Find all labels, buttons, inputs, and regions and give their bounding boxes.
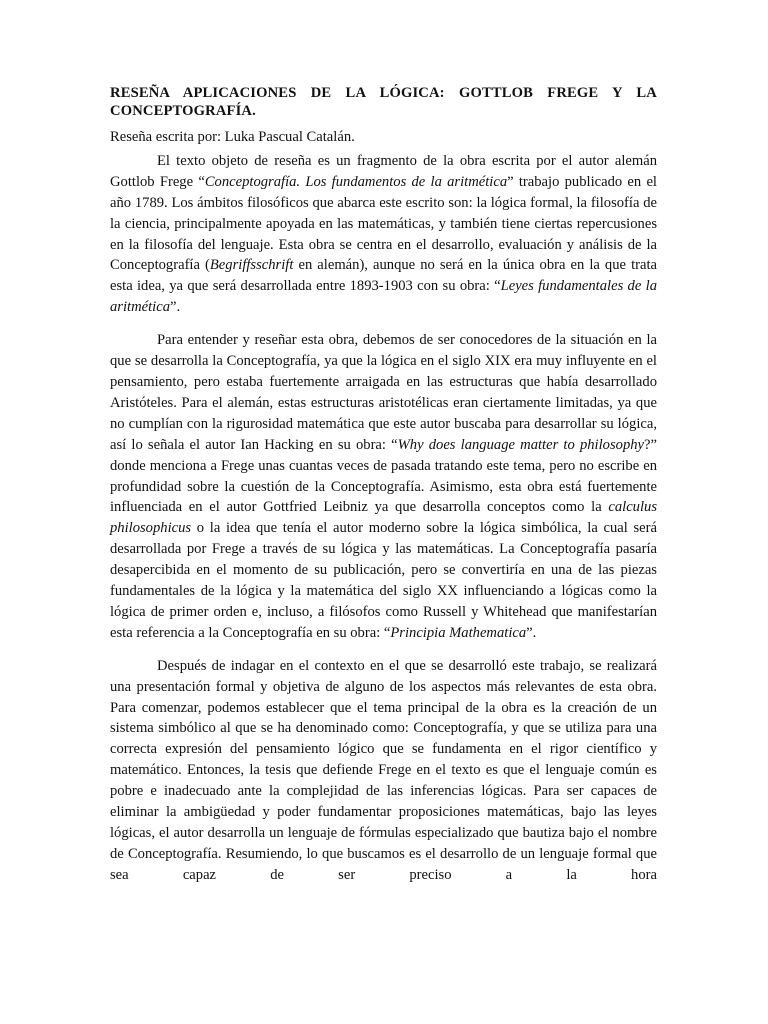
paragraph-1-italic-2: Begriffsschrift	[209, 257, 294, 274]
paragraph-1-text-2: ” trabajo publicado en el año 1789. Los ámbitos filosóficos que abarca este escrito son: la lógica formal, la filosofía de la ciencia, principalmente apoyada en las matemáticas, y también tiene ciertas repercusiones en la filosofía del lenguaje. Esta obra se centra en el desarrollo, evaluación y análisis de la Conceptografía (	[110, 173, 657, 274]
paragraph-1-text-3: en alemán), aunque no será en la única obra en la que trata esta idea, ya que será desarrollada entre 1893-1903 con su obra: “	[110, 257, 657, 295]
paragraph-2-italic-2: calculus philosophicus	[110, 499, 657, 537]
paragraph-2-text-4: ”.	[526, 624, 537, 641]
paragraph-1-text-4: ”.	[170, 299, 181, 316]
paragraph-1	[110, 151, 657, 318]
paragraph-1-italic-3: Leyes fundamentales de la aritmética	[110, 278, 657, 316]
paragraph-1-italic-1: Conceptografía. Los fundamentos de la aritmética	[204, 173, 508, 190]
document-title: RESEÑA APLICACIONES DE LA LÓGICA: GOTTLOB FREGE Y LA CONCEPTOGRAFÍA.	[110, 85, 657, 119]
paragraph-2-text-2: ?” donde menciona a Frege unas cuantas veces de pasada tratando este tema, pero no escribe en profundidad sobre la cuestión de la Conceptografía. Asimismo, esta obra está fuertemente influenciada en el autor Gottfried Leibniz ya que desarrolla conceptos como la	[110, 436, 657, 516]
document-page	[110, 84, 657, 886]
paragraph-2-text-3: o la idea que tenía el autor moderno sobre la lógica simbólica, la cual será desarrollada por Frege a través de su lógica y las matemáticas. La Conceptografía pasaría desapercibida en el momento de su publicación, pero se convertiría en una de las piezas fundamentales de la lógica y la matemática del siglo XX influenciando a lógicas como la lógica de primer orden e, incluso, a filósofos como Russell y Whitehead que manifestarían esta referencia a la Conceptografía en su obra: “	[110, 520, 657, 641]
paragraph-2-italic-1: Why does language matter to philosophy	[397, 436, 645, 453]
paragraph-1-text-1: El texto objeto de reseña es un fragmento de la obra escrita por el autor alemán Gottlob Frege “	[110, 152, 657, 190]
paragraph-3	[110, 656, 657, 886]
paragraph-2-italic-3: Principia Mathematica	[390, 624, 527, 641]
author-line: Reseña escrita por: Luka Pascual Catalán.	[110, 129, 355, 145]
paragraph-2	[110, 330, 657, 644]
paragraph-2-text-1: Para entender y reseñar esta obra, debemos de ser conocedores de la situación en la que se desarrolla la Conceptografía, ya que la lógica en el siglo XIX era muy influyente en el pensamiento, pero estaba fuertemente arraigada en las estructuras que había desarrollado Aristóteles. Para el alemán, estas estructuras aristotélicas eran ciertamente limitadas, ya que no cumplían con la rigurosidad matemática que este autor buscaba para desarrollar su lógica, así lo señala el autor Ian Hacking en su obra: “	[110, 332, 657, 453]
paragraph-3-text-1: Después de indagar en el contexto en el que se desarrolló este trabajo, se realizará una presentación formal y objetiva de alguno de los aspectos más relevantes de esta obra. Para comenzar, podemos establecer que el tema principal de la obra es la creación de un sistema simbólico al que se ha denominado como: Conceptografía, y que se utiliza para una correcta expresión del pensamiento lógico que se fundamenta en el rigor científico y matemático. Entonces, la tesis que defiende Frege en el texto es que el lenguaje común es pobre e inadecuado ante la complejidad de las inferencias lógicas. Para ser capaces de eliminar la ambigüedad y poder fundamentar proposiciones matemáticas, bajo las leyes lógicas, el autor desarrolla un lenguaje de fórmulas especializado que bautiza bajo el nombre de Conceptografía. Resumiendo, lo que buscamos es el desarrollo de un lenguaje formal que sea capaz de ser preciso a la hora	[110, 657, 657, 883]
